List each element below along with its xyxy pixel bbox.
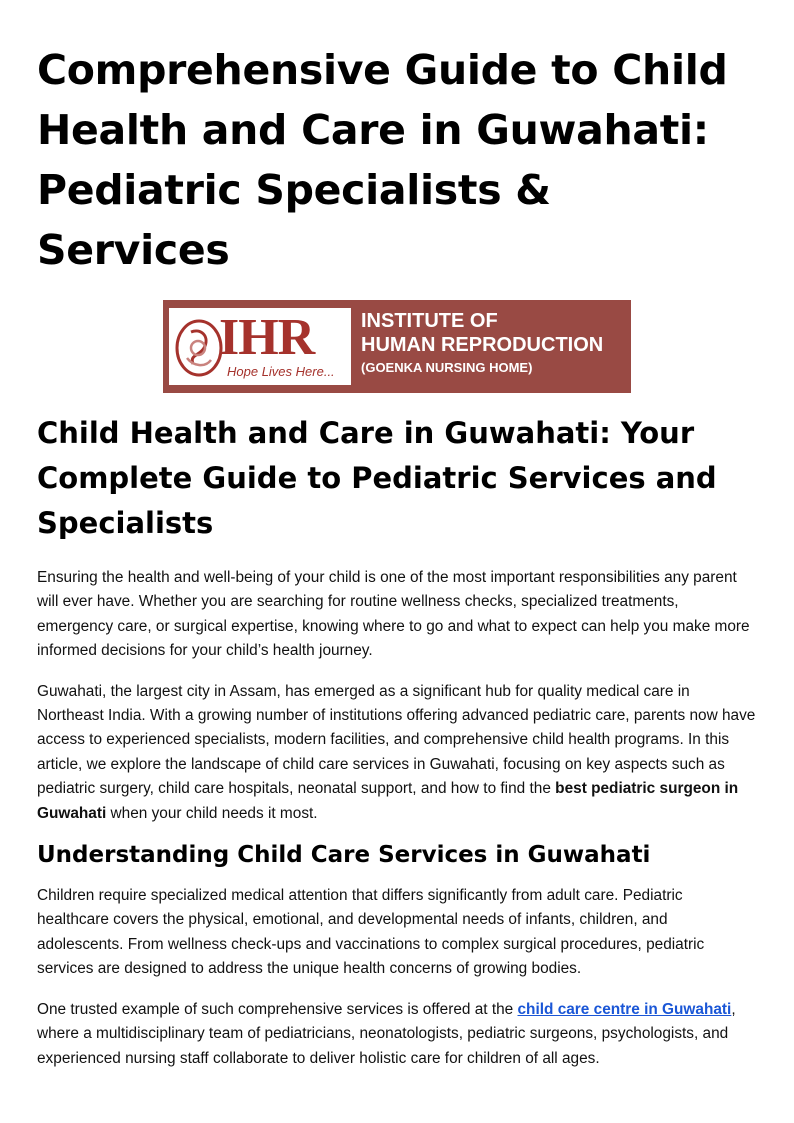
banner-line-2: HUMAN REPRODUCTION bbox=[361, 334, 604, 356]
section-heading-guide: Child Health and Care in Guwahati: Your Complete Guide to Pediatric Services and Specialists bbox=[37, 416, 717, 540]
ihr-logo bbox=[169, 308, 351, 385]
trusted-example-paragraph bbox=[37, 998, 757, 1071]
logo-tagline: Hope Lives Here... bbox=[227, 364, 335, 379]
paragraph-text: , where a multidisciplinary team of pediatricians, neonatologists, pediatric surgeons, psychologists, and experienced nursing staff collaborate to deliver holistic care for children of all ages. bbox=[37, 1000, 736, 1067]
banner-container bbox=[37, 300, 757, 393]
intro-paragraph: Ensuring the health and well-being of your child is one of the most important responsibilities any parent will ever have. Whether you are searching for routine wellness checks, specialized treatments, emergency care, or surgical expertise, knowing where to go and what to expect can help you make more informed decisions for your child’s health journey. bbox=[37, 569, 750, 660]
paragraph-text: Guwahati, the largest city in Assam, has emerged as a significant hub for quality medical care in Northeast India. With a growing number of institutions offering advanced pediatric care, parents now have access to experienced specialists, modern facilities, and comprehensive child health programs. In this article, we explore the landscape of child care services in Guwahati, focusing on key aspects such as pediatric surgery, child care hospitals, neonatal support, and how to find the bbox=[37, 682, 756, 798]
paragraph-text: when your child needs it most. bbox=[106, 804, 318, 822]
guwahati-paragraph bbox=[37, 680, 757, 826]
section-heading-understanding: Understanding Child Care Services in Guwahati bbox=[37, 842, 651, 869]
banner-line-1: INSTITUTE OF bbox=[361, 310, 498, 332]
page-title: Comprehensive Guide to Child Health and Care in Guwahati: Pediatric Specialists & Services bbox=[37, 46, 728, 274]
child-care-centre-link[interactable]: child care centre in Guwahati bbox=[517, 1000, 732, 1018]
mother-child-logo-icon bbox=[173, 314, 225, 378]
paragraph-text: One trusted example of such comprehensive services is offered at the bbox=[37, 1000, 518, 1018]
banner-text bbox=[361, 309, 603, 379]
bold-keyword: best pediatric surgeon in Guwahati bbox=[37, 780, 739, 822]
banner-line-3: (GOENKA NURSING HOME) bbox=[361, 360, 533, 375]
children-paragraph: Children require specialized medical attention that differs significantly from adult care. Pediatric healthcare covers the physical, emotional, and developmental needs of infants, children, and adolescents. From wellness check-ups and vaccinations to complex surgical procedures, pediatric services are designed to address the unique health concerns of growing bodies. bbox=[37, 887, 705, 978]
ihr-banner-image bbox=[163, 300, 631, 393]
logo-text: IHR bbox=[219, 309, 315, 366]
